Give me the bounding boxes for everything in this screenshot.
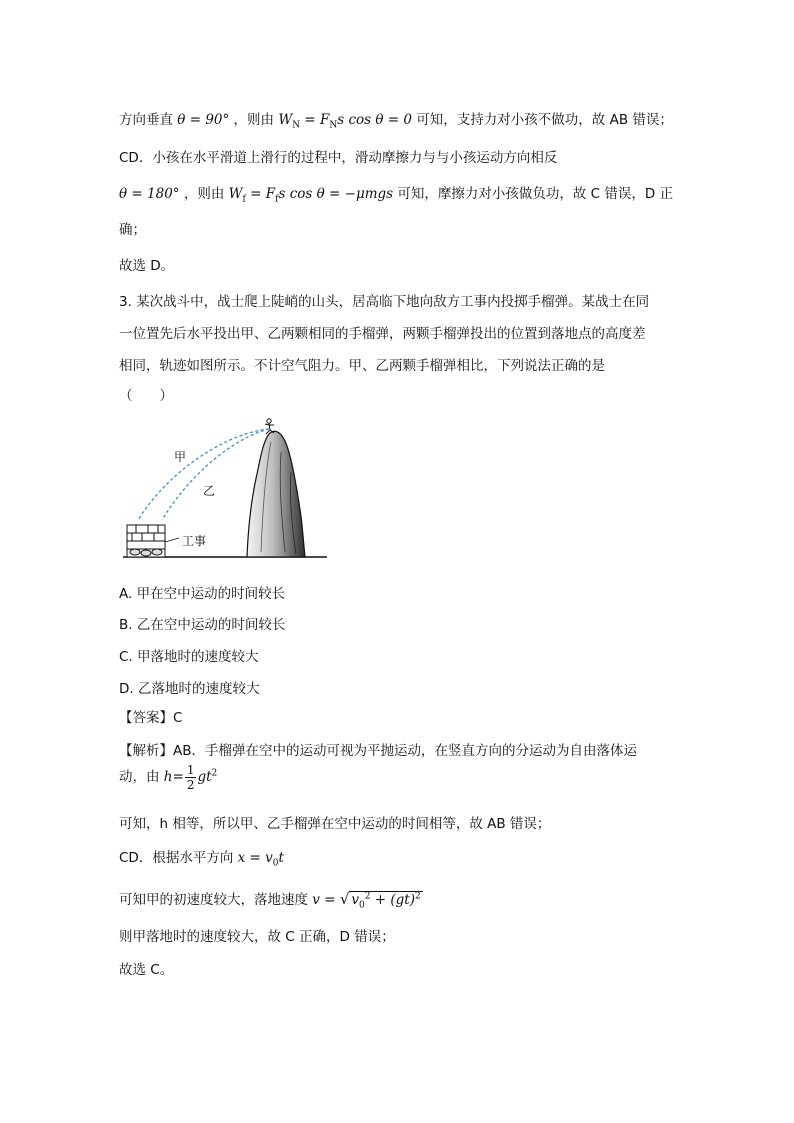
text-segment: 动，由 — [119, 769, 160, 785]
bunker-shape — [127, 525, 165, 557]
text-segment: 可知甲的初速度较大，落地速度 — [119, 892, 308, 908]
bunker-leader-line — [165, 538, 179, 542]
solution-line-3 — [119, 182, 673, 205]
math-horizontal: $x = v_0t$ — [237, 850, 284, 869]
figure-svg — [121, 412, 329, 562]
analysis-line-4 — [119, 846, 284, 869]
analysis-line-2 — [119, 764, 217, 791]
text-segment: ，则由 — [183, 186, 225, 202]
solution-line-2: CD．小孩在水平滑道上滑行的过程中，滑动摩擦力与与小孩运动方向相反 — [119, 150, 558, 166]
analysis-line-5 — [119, 888, 423, 911]
answer-value: C — [173, 710, 183, 726]
text-segment: 可知，支持力对小孩不做功，故 AB 错误； — [416, 112, 673, 128]
math-free-fall: h= $\frac{1}{2}$ $gt^2$ — [163, 763, 218, 792]
label-yi: 乙 — [203, 484, 216, 498]
math-theta-90: θ = 90° — [177, 112, 230, 128]
math-theta-180: θ = 180° — [119, 186, 180, 202]
analysis-line-1 — [119, 739, 637, 759]
answer-label: 【答案】 — [119, 710, 173, 726]
option-a: A. 甲在空中运动的时间较长 — [119, 586, 286, 602]
analysis-line-6: 则甲落地时的速度较大，故 C 正确，D 错误； — [119, 929, 395, 945]
question-3-bracket: （ ） — [119, 388, 173, 404]
text-segment: 方向垂直 — [119, 112, 173, 128]
question-3-line-2: 一位置先后水平投出甲、乙两颗相同的手榴弹，两颗手榴弹投出的位置到落地点的高度差 — [119, 326, 646, 342]
hill-shape — [247, 431, 305, 557]
text-segment: AB．手榴弹在空中的运动可视为平抛运动，在竖直方向的分运动为自由落体运 — [173, 743, 637, 759]
soldier-icon — [265, 419, 274, 434]
label-gongshi: 工事 — [182, 534, 207, 548]
solution-line-5: 故选 D。 — [119, 258, 175, 274]
text-segment: CD．根据水平方向 — [119, 850, 234, 866]
trajectory-jia — [138, 429, 269, 520]
label-jia: 甲 — [174, 450, 187, 464]
solution-line-4: 确； — [119, 222, 146, 238]
text-segment: 可知，摩擦力对小孩做负功，故 C 错误，D 正 — [397, 186, 674, 202]
solution-line-1 — [119, 108, 673, 131]
analysis-line-3: 可知，h 相等，所以甲、乙手榴弹在空中运动的时间相等，故 AB 错误； — [119, 816, 551, 832]
option-b: B. 乙在空中运动的时间较长 — [119, 617, 286, 633]
grenade-trajectory-figure — [121, 412, 329, 562]
question-3-line-1: 3. 某次战斗中，战士爬上陡峭的山头，居高临下地向敌方工事内投掷手榴弹。某战士在同 — [119, 294, 650, 310]
math-work-normal: $W_N = F_Ns$ cos θ = 0 — [278, 112, 412, 131]
option-d: D. 乙落地时的速度较大 — [119, 681, 260, 697]
math-work-friction: $W_f = F_fs$ cos θ = −μmgs — [228, 186, 394, 205]
analysis-line-7: 故选 C。 — [119, 962, 174, 978]
option-c: C. 甲落地时的速度较大 — [119, 649, 259, 665]
text-segment: ，则由 — [233, 112, 275, 128]
math-landing-speed: v = √ $v_0^2 + (gt)^2$ — [312, 890, 421, 911]
answer-line — [119, 706, 182, 726]
question-3-line-3: 相同，轨迹如图所示。不计空气阻力。甲、乙两颗手榴弹相比，下列说法正确的是 — [119, 358, 605, 374]
analysis-label: 【解析】 — [119, 743, 173, 759]
